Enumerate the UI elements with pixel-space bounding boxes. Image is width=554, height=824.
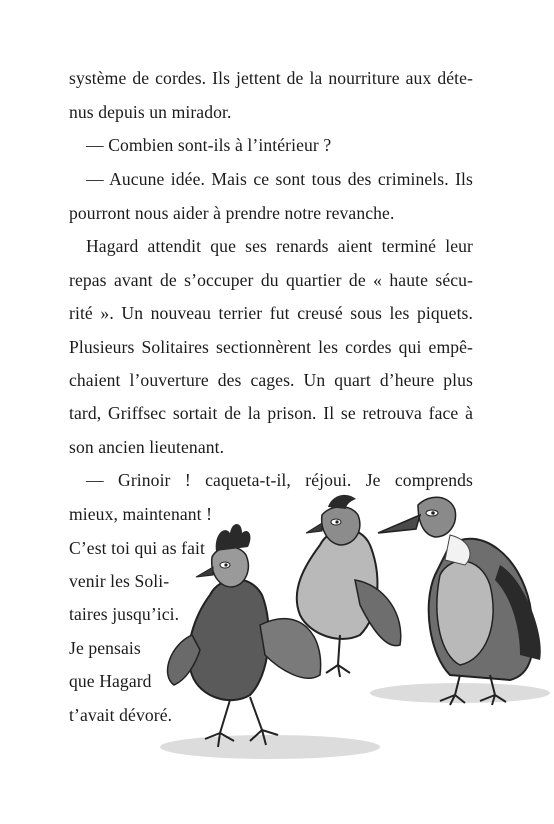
text-line: son ancien lieutenant. xyxy=(69,437,225,457)
rooster xyxy=(168,524,321,747)
ground-shadow xyxy=(160,735,380,759)
text-line: Je pensais xyxy=(69,638,141,658)
text-line: tard, Griffsec sortait de la prison. Il se retrouva face à xyxy=(69,403,473,423)
vulture xyxy=(378,497,541,705)
text-line: mieux, maintenant ! xyxy=(69,504,213,524)
text-line: taires jusqu’ici. xyxy=(69,604,180,624)
rooster-hen-vulture-illustration xyxy=(150,485,554,775)
text-line: venir les Soli- xyxy=(69,571,170,591)
text-line: — Grinoir ! caqueta-t-il, réjoui. Je comprends xyxy=(86,470,473,490)
text-line: Plusieurs Solitaires sectionnèrent les cordes qui empê- xyxy=(69,337,473,357)
text-line: t’avait dévoré. xyxy=(69,705,173,725)
text-line: C’est toi qui as fait xyxy=(69,538,205,558)
text-line: nus depuis un mirador. xyxy=(69,102,232,122)
text-line: — Aucune idée. Mais ce sont tous des criminels. Ils xyxy=(86,169,473,189)
text-line: chaient l’ouverture des cages. Un quart d’heure plus xyxy=(69,370,473,390)
text-line: pourront nous aider à prendre notre revanche. xyxy=(69,203,395,223)
text-line: système de cordes. Ils jettent de la nourriture aux déte- xyxy=(69,68,473,88)
text-line: que Hagard xyxy=(69,671,152,691)
text-line: Hagard attendit que ses renards aient terminé leur xyxy=(86,236,473,256)
text-line: repas avant de s’occuper du quartier de « haute sécu- xyxy=(69,270,473,290)
text-line: rité ». Un nouveau terrier fut creusé sous les piquets. xyxy=(69,303,473,323)
text-line: — Combien sont-ils à l’intérieur ? xyxy=(86,135,332,155)
